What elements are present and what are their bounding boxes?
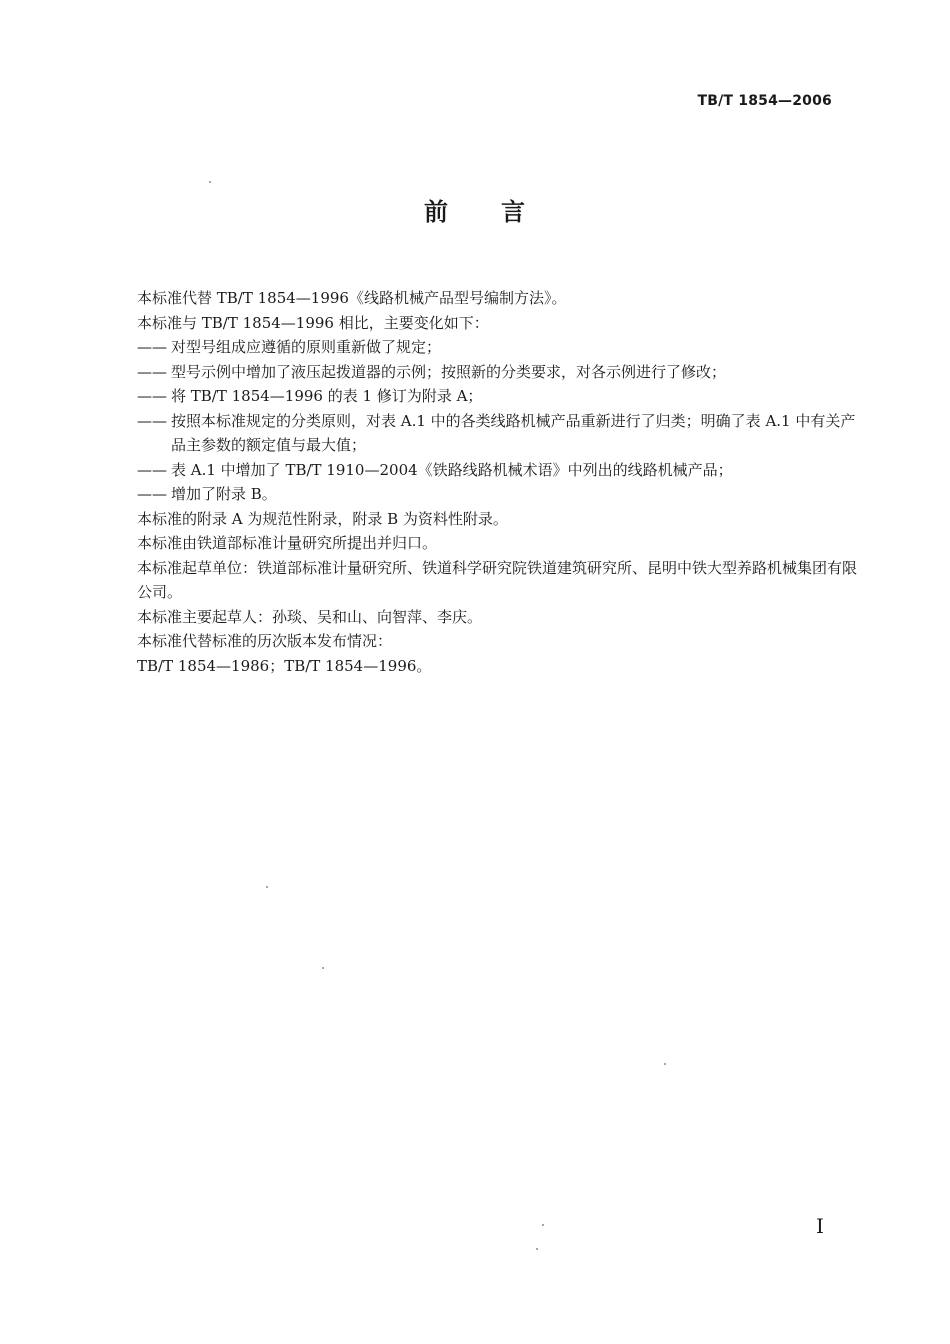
change-item: [137, 384, 857, 409]
paragraph-replaces: 本标准代替 TB/T 1854—1996《线路机械产品型号编制方法》。: [137, 289, 567, 307]
dash-mark: ——: [137, 387, 167, 405]
page-title: [0, 192, 950, 227]
scan-speck: [664, 1063, 666, 1065]
paragraph-drafters: 本标准主要起草人：孙琰、吴和山、向智萍、李庆。: [137, 607, 483, 626]
page-number: I: [816, 1214, 824, 1238]
change-item-text: 对型号组成应遵循的原则重新做了规定；: [171, 338, 442, 356]
dash-mark: ——: [137, 411, 167, 430]
change-item-text: 型号示例中增加了液压起拨道器的示例；按照新的分类要求，对各示例进行了修改；: [171, 362, 727, 381]
standard-code: TB/T 1854—2006: [697, 93, 832, 109]
dash-mark: ——: [137, 460, 167, 479]
paragraph-proposer: 本标准由铁道部标准计量研究所提出并归口。: [137, 534, 438, 552]
title-part-1: 前: [424, 198, 449, 226]
scan-speck: [209, 181, 211, 183]
dash-mark: ——: [137, 338, 167, 356]
paragraph-history-intro: 本标准代替标准的历次版本发布情况：: [137, 632, 393, 650]
title-part-2: 言: [501, 198, 526, 226]
change-item: [137, 335, 857, 360]
scan-speck: [322, 967, 324, 969]
change-item: [137, 458, 857, 483]
change-item-text: 表 A.1 中增加了 TB/T 1910—2004《铁路线路机械术语》中列出的线路机械产品；: [171, 460, 733, 479]
scan-speck: [536, 1248, 538, 1250]
dash-mark: ——: [137, 362, 167, 381]
foreword-body: [137, 286, 857, 678]
scan-speck: [542, 1224, 544, 1226]
dash-mark: ——: [137, 485, 167, 503]
paragraph-history-versions: TB/T 1854—1986；TB/T 1854—1996。: [137, 656, 432, 675]
paragraph-drafting-units: 本标准起草单位：铁道部标准计量研究所、铁道科学研究院铁道建筑研究所、昆明中铁大型养路机械集团有限公司。: [137, 558, 858, 601]
change-item: [137, 360, 857, 385]
change-item-text: 增加了附录 B。: [171, 485, 277, 503]
scan-speck: [266, 886, 268, 888]
change-item-text: 将 TB/T 1854—1996 的表 1 修订为附录 A；: [171, 387, 483, 405]
change-item: [137, 409, 857, 458]
paragraph-changes-intro: 本标准与 TB/T 1854—1996 相比，主要变化如下：: [137, 313, 489, 332]
change-item-text: 按照本标准规定的分类原则，对表 A.1 中的各类线路机械产品重新进行了归类；明确了表 A.1 中有关产品主参数的额定值与最大值；: [171, 411, 856, 454]
change-item: [137, 482, 857, 507]
paragraph-appendix: 本标准的附录 A 为规范性附录，附录 B 为资料性附录。: [137, 509, 508, 528]
